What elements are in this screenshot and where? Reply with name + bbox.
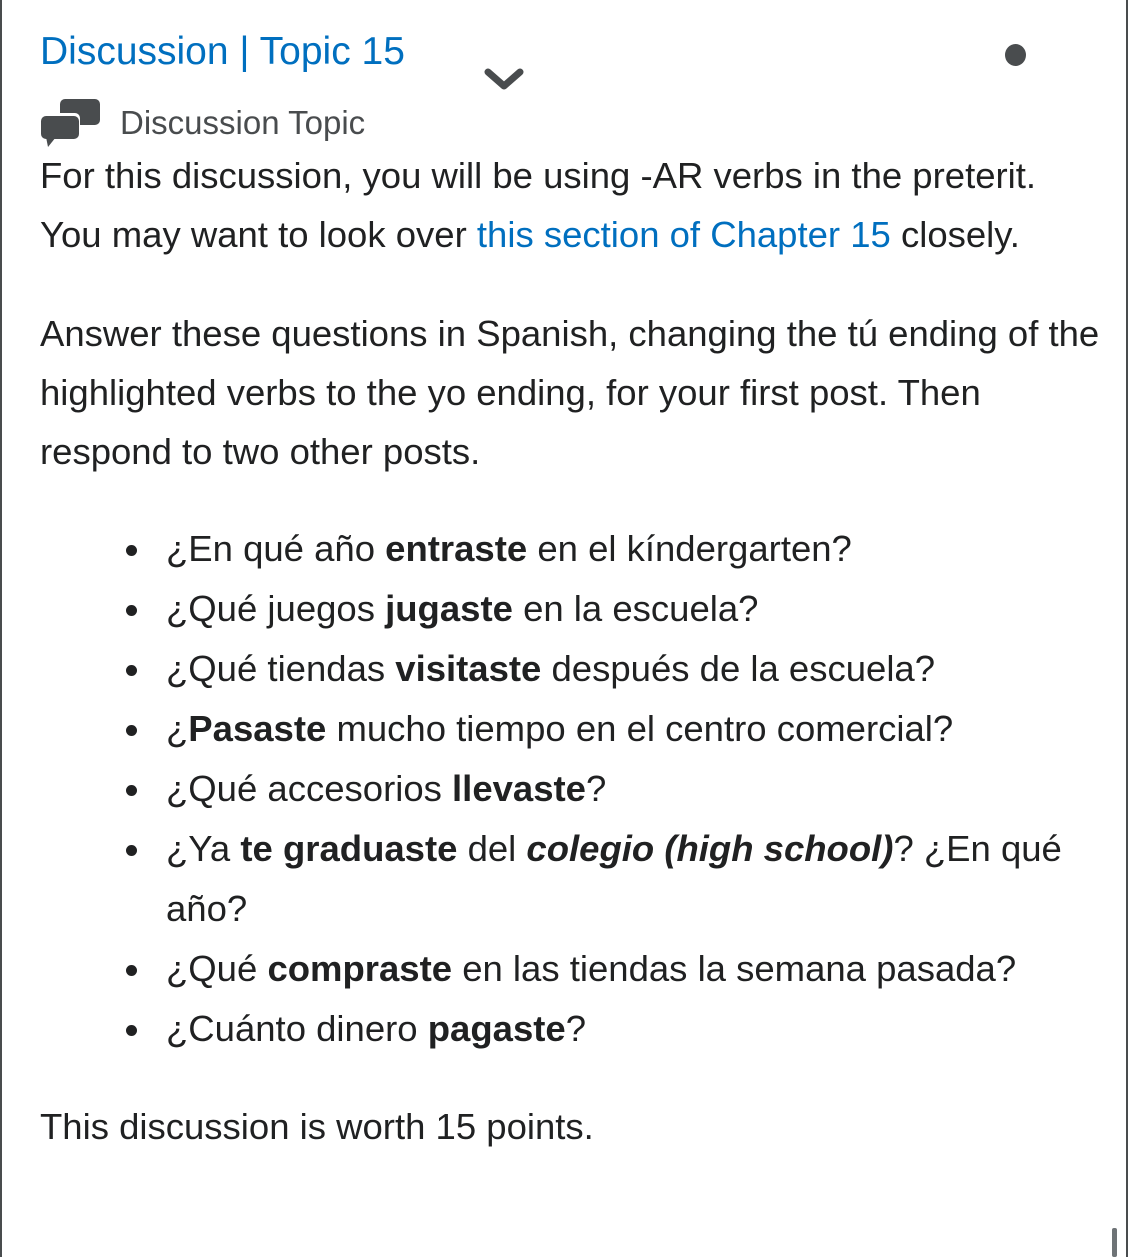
list-item: ¿Ya te graduaste del colegio (high school)? ¿En qué año? <box>126 819 1100 939</box>
discussion-description <box>40 146 1100 1156</box>
instructions-paragraph: Answer these questions in Spanish, changing the tú ending of the highlighted verbs to the yo ending, for your first post. Then respond to two other posts. <box>40 313 1100 472</box>
list-item: ¿Qué tiendas visitaste después de la escuela? <box>126 639 1100 699</box>
points-note: This discussion is worth 15 points. <box>40 1106 594 1147</box>
scrollbar-handle[interactable] <box>1112 1228 1117 1257</box>
list-item: ¿Qué accesorios llevaste? <box>126 759 1100 819</box>
list-item: ¿En qué año entraste en el kíndergarten? <box>126 519 1100 579</box>
list-item: ¿Qué compraste en las tiendas la semana pasada? <box>126 939 1100 999</box>
page-title[interactable]: Discussion | Topic 15 <box>40 30 405 73</box>
list-item: ¿Qué juegos jugaste en la escuela? <box>126 579 1100 639</box>
question-list <box>40 519 1100 1059</box>
list-item: ¿Pasaste mucho tiempo en el centro comercial? <box>126 699 1100 759</box>
intro-paragraph <box>40 146 1100 264</box>
chapter-15-section-link[interactable]: this section of Chapter 15 <box>476 214 891 255</box>
discussion-topic-label: Discussion Topic <box>120 104 366 141</box>
intro-text-end: closely. <box>890 214 1020 255</box>
intro-text: For this discussion, you will be using -AR verbs in the preterit. You may want to look over <box>40 155 1037 255</box>
chevron-down-icon[interactable] <box>482 62 526 96</box>
discussion-topic-header <box>36 98 365 148</box>
dot-icon <box>1005 44 1026 66</box>
window-border-left <box>0 0 2 1257</box>
list-item: ¿Cuánto dinero pagaste? <box>126 999 1100 1059</box>
discussion-speech-bubbles-icon <box>36 99 100 147</box>
